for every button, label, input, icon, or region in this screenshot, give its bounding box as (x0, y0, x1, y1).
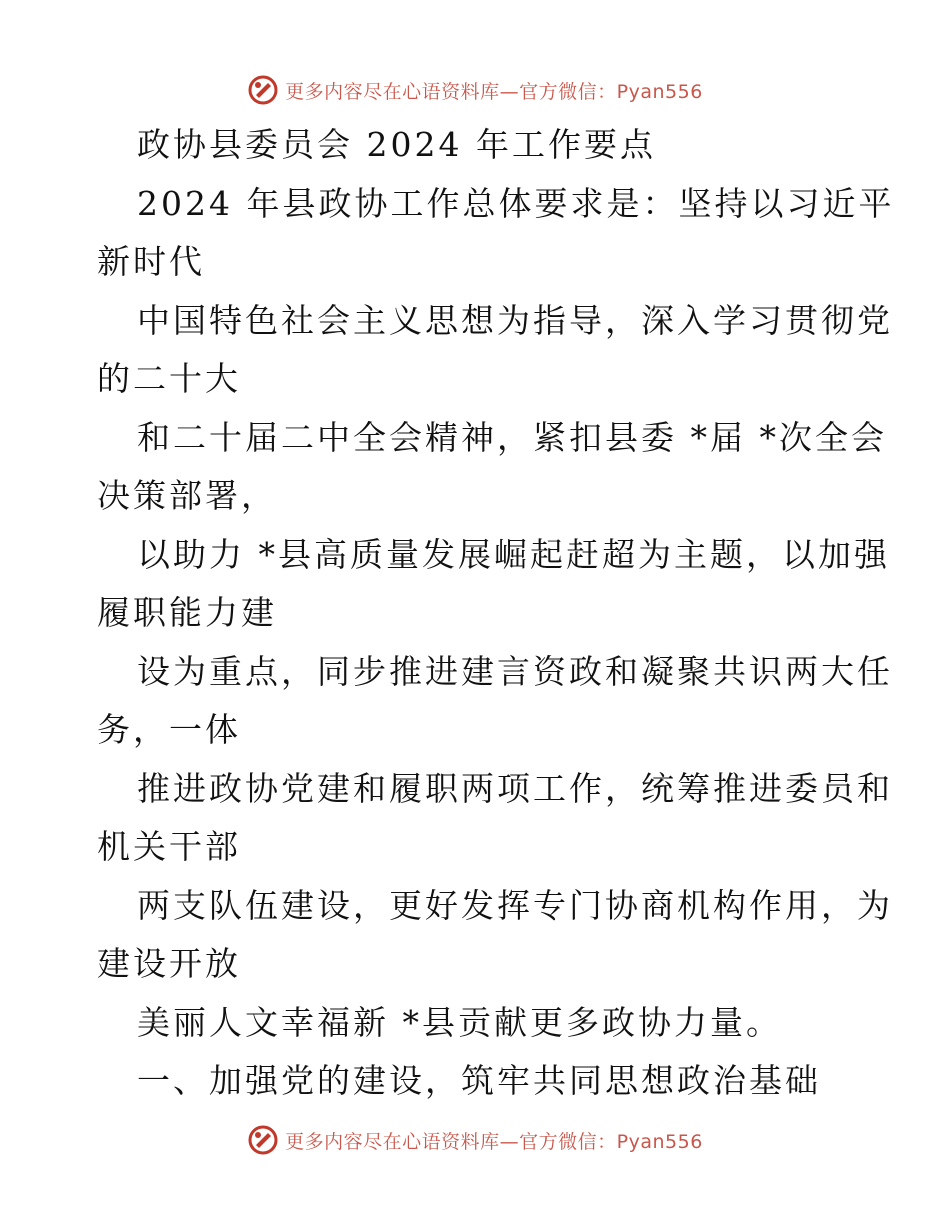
paragraph-line: 务，一体 (97, 710, 241, 749)
paragraph-line: 中国特色社会主义思想为指导，深入学习贯彻党 (137, 300, 893, 340)
brand-logo-icon (247, 1124, 279, 1156)
paragraph-line: 设为重点，同步推进建言资政和凝聚共识两大任 (137, 651, 893, 691)
watermark-separator: — (499, 1130, 520, 1153)
brand-logo-icon (247, 74, 279, 106)
watermark-contact: 官方微信：Pyan556 (519, 1130, 703, 1153)
footer-watermark (0, 1120, 950, 1160)
watermark-brand: 更多内容尽在心语资料库 (285, 80, 500, 103)
watermark-separator: — (499, 80, 520, 103)
watermark-contact: 官方微信：Pyan556 (519, 80, 703, 103)
watermark-text (285, 77, 703, 104)
paragraph-line: 决策部署， (97, 476, 277, 515)
header-watermark (0, 70, 950, 110)
paragraph-line: 机关干部 (97, 827, 241, 866)
paragraph-line: 以助力 *县高质量发展崛起赶超为主题，以加强 (137, 534, 890, 574)
paragraph-line: 建设开放 (97, 944, 241, 983)
paragraph-line: 2024 年县政协工作总体要求是：坚持以习近平 (137, 183, 895, 223)
paragraph-line: 新时代 (97, 242, 205, 281)
document-body (97, 116, 895, 1111)
paragraph-line: 美丽人文幸福新 *县贡献更多政协力量。 (137, 1002, 782, 1042)
paragraph-line: 和二十届二中全会精神，紧扣县委 *届 *次全会 (137, 417, 887, 457)
document-title: 政协县委员会 2024 年工作要点 (137, 125, 656, 164)
watermark-brand: 更多内容尽在心语资料库 (285, 1130, 500, 1153)
section-heading: 一、加强党的建设，筑牢共同思想政治基础 (137, 1061, 821, 1100)
paragraph-line: 的二十大 (97, 359, 241, 398)
paragraph-line: 两支队伍建设，更好发挥专门协商机构作用，为 (137, 885, 893, 925)
paragraph-line: 推进政协党建和履职两项工作，统筹推进委员和 (137, 768, 893, 808)
watermark-text (285, 1127, 703, 1154)
paragraph-line: 履职能力建 (97, 593, 277, 632)
